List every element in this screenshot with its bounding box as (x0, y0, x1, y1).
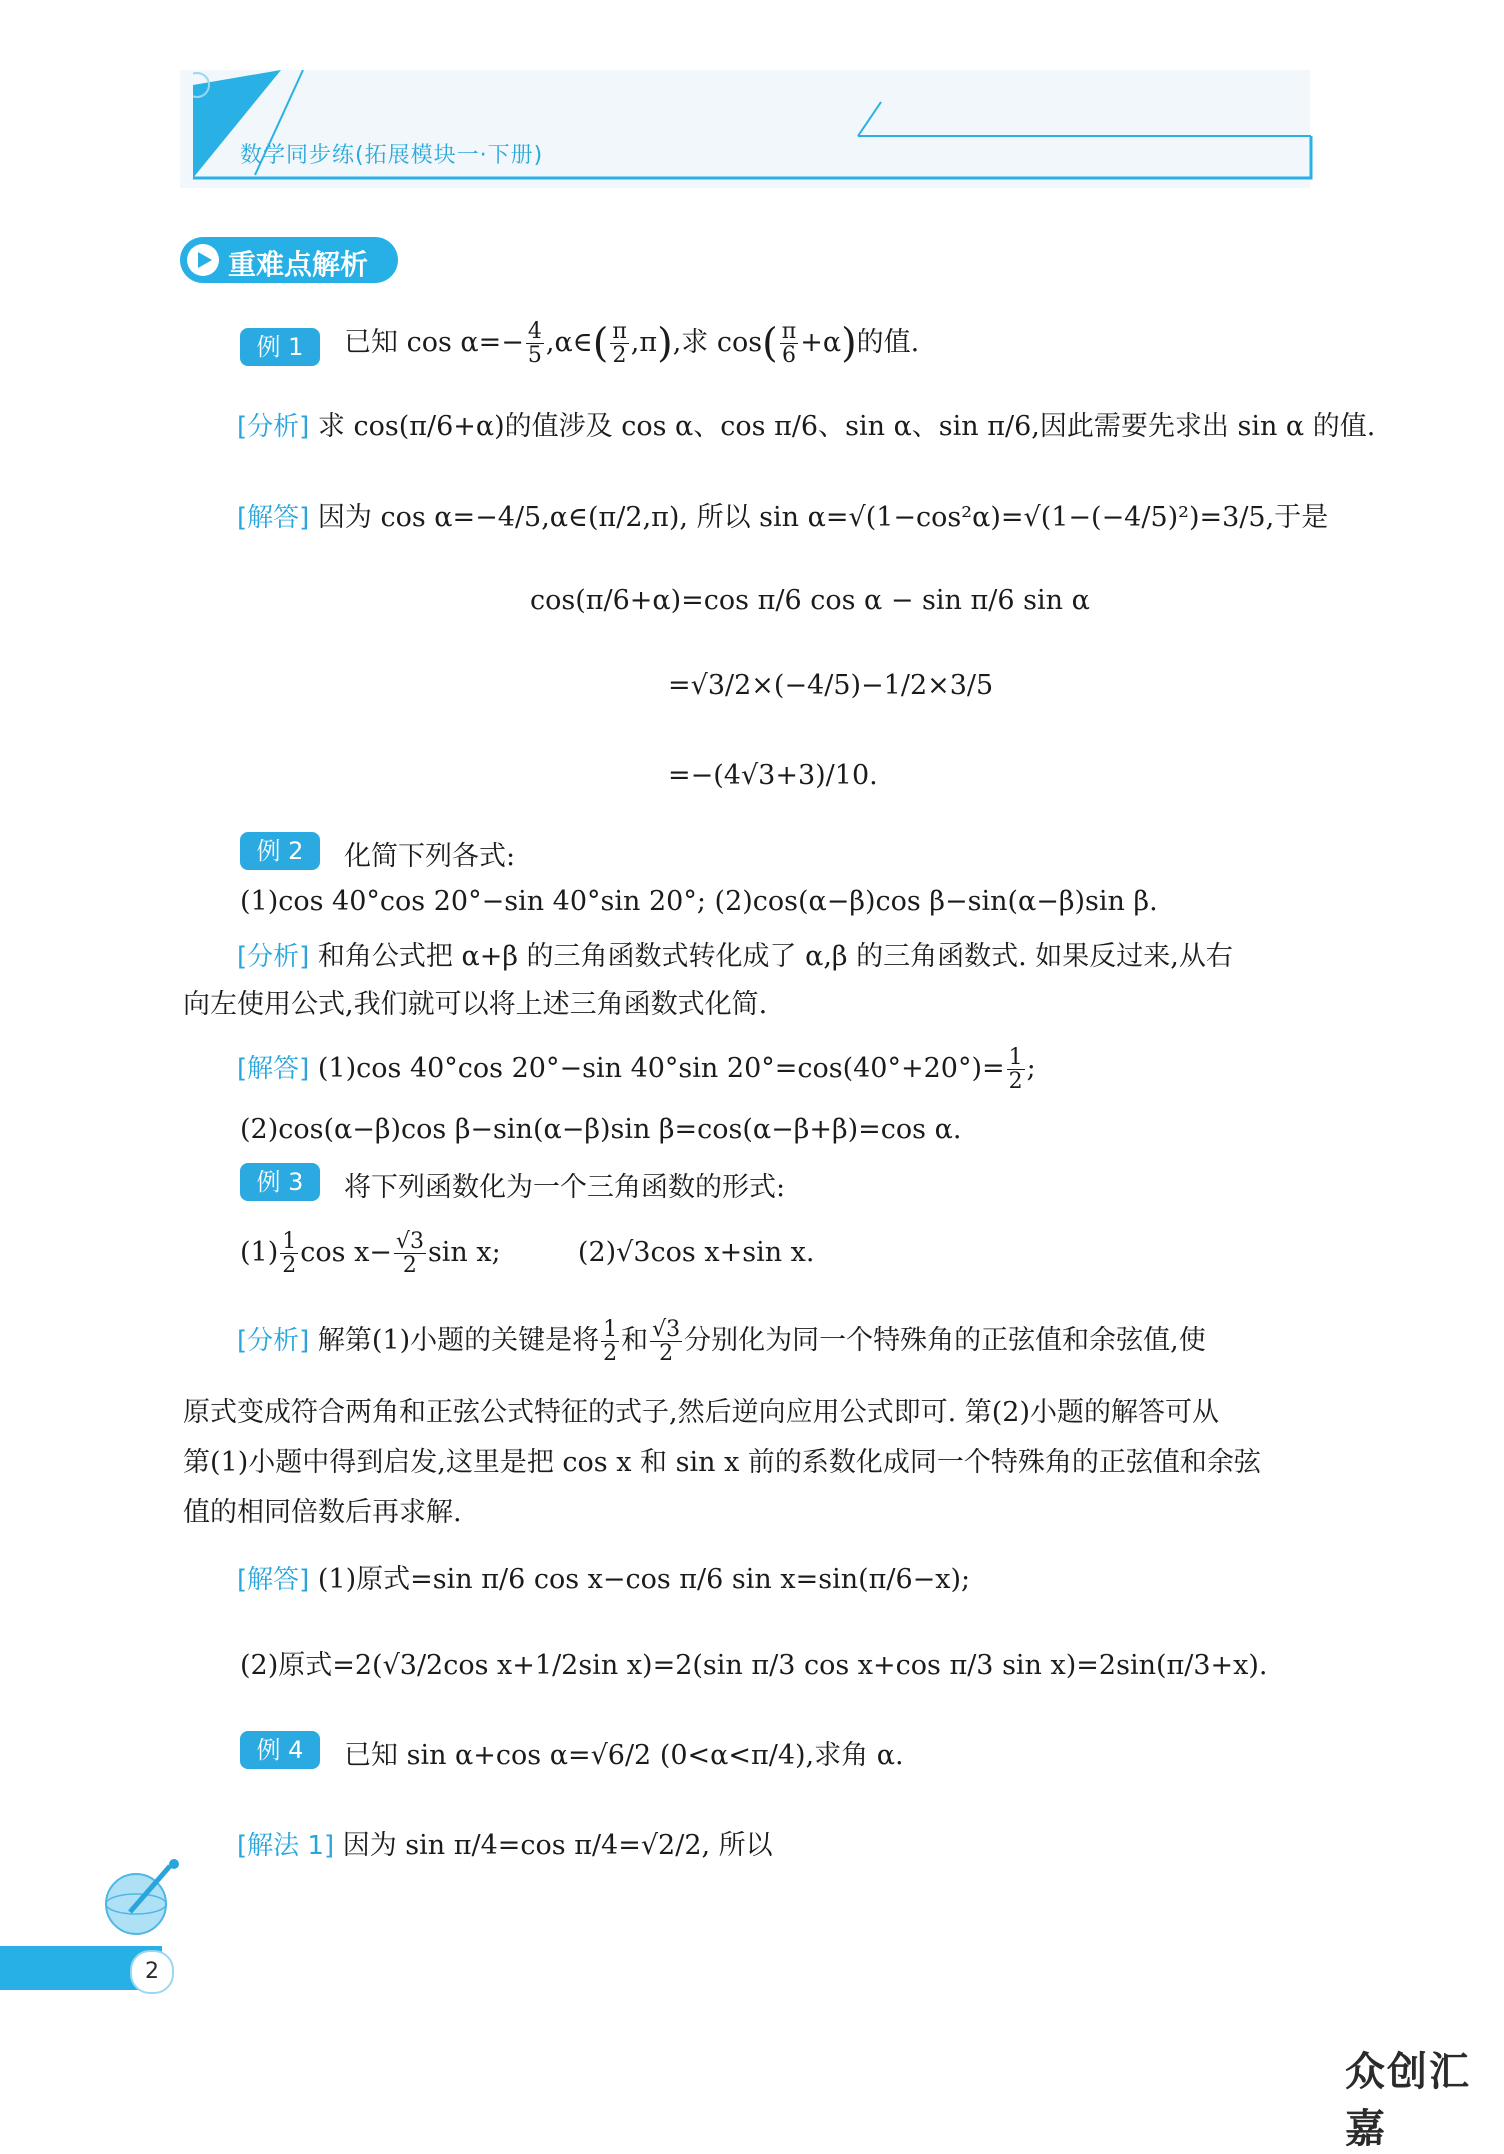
ex2-analysis-line1: [分析] 和角公式把 α+β 的三角函数式转化成了 α,β 的三角函数式. 如果反过来,从右 (237, 941, 1233, 972)
ex3-items: (1) $\frac{1}{2}$ cos x− $\frac{√3}{2}$ sin x; (2)√3cos x+sin x. (240, 1229, 815, 1279)
header-decoration-icon (193, 70, 1313, 190)
example-badge-3: 例 3 (240, 1163, 320, 1201)
globe-pen-icon (100, 1858, 190, 1938)
ex1-answer: [解答] 因为 cos α=−4/5,α∈(π/2,π), 所以 sin α=√(1−cos²α)=√(1−(−4/5)²)=3/5,于是 (237, 502, 1329, 533)
example-badge-2: 例 2 (240, 832, 320, 870)
ex3-analysis-line4: 值的相同倍数后再求解. (183, 1497, 462, 1528)
play-icon (187, 244, 219, 276)
ex3-answer-1: [解答] (1)原式=sin π/6 cos x−cos π/6 sin x=sin(π/6−x); (237, 1564, 971, 1595)
ex1-eq2: =√3/2×(−4/5)−1/2×3/5 (668, 670, 994, 701)
ex3-analysis-line3: 第(1)小题中得到启发,这里是把 cos x 和 sin x 前的系数化成同一个特殊角的正弦值和余弦 (183, 1447, 1261, 1478)
ex1-eq1: cos(π/6+α)=cos π/6 cos α − sin π/6 sin α (530, 585, 1090, 616)
watermark-text: 众创汇嘉 (1345, 2049, 1471, 2152)
ex3-question: 将下列函数化为一个三角函数的形式: (344, 1172, 786, 1203)
ex1-question: 已知 cos α=− $\frac{4}{5}$ ,α∈( $\frac{\pi}{2}$ ,π),求 cos( $\frac{\pi}{6}$ +α)的值. (344, 319, 920, 369)
ex3-answer-2: (2)原式=2(√3/2cos x+1/2sin x)=2(sin π/3 cos x+cos π/3 sin x)=2sin(π/3+x). (240, 1650, 1268, 1681)
ex2-answer-2: (2)cos(α−β)cos β−sin(α−β)sin β=cos(α−β+β)=cos α. (240, 1114, 962, 1145)
ex1-analysis: [分析] 求 cos(π/6+α)的值涉及 cos α、cos π/6、sin α、sin π/6,因此需要先求出 sin α 的值. (237, 411, 1376, 442)
ex4-question: 已知 sin α+cos α=√6/2 (0<α<π/4),求角 α. (344, 1740, 904, 1771)
ex2-answer-1: [解答] (1)cos 40°cos 20°−sin 40°sin 20°=cos(40°+20°)= $\frac{1}{2}$ ; (237, 1045, 1036, 1095)
ex4-method1: [解法 1] 因为 sin π/4=cos π/4=√2/2, 所以 (237, 1830, 773, 1861)
ex1-eq3: =−(4√3+3)/10. (668, 760, 878, 791)
ex3-analysis-line2: 原式变成符合两角和正弦公式特征的式子,然后逆向应用公式即可. 第(2)小题的解答可从 (183, 1397, 1219, 1428)
section-title: 重难点解析 (228, 248, 369, 281)
page-number: 2 (130, 1950, 174, 1994)
example-badge-1: 例 1 (240, 328, 320, 366)
header-title: 数学同步练(拓展模块一·下册) (240, 143, 544, 168)
example-badge-4: 例 4 (240, 1731, 320, 1769)
ex2-items: (1)cos 40°cos 20°−sin 40°sin 20°; (2)cos(α−β)cos β−sin(α−β)sin β. (240, 886, 1158, 917)
ex2-question: 化简下列各式: (344, 841, 516, 872)
ex2-analysis-line2: 向左使用公式,我们就可以将上述三角函数式化简. (183, 989, 768, 1020)
section-title-pill (180, 237, 398, 283)
ex3-analysis-line1: [分析] 解第(1)小题的关键是将 $\frac{1}{2}$ 和 $\frac{√3}{2}$ 分别化为同一个特殊角的正弦值和余弦值,使 (237, 1317, 1206, 1367)
